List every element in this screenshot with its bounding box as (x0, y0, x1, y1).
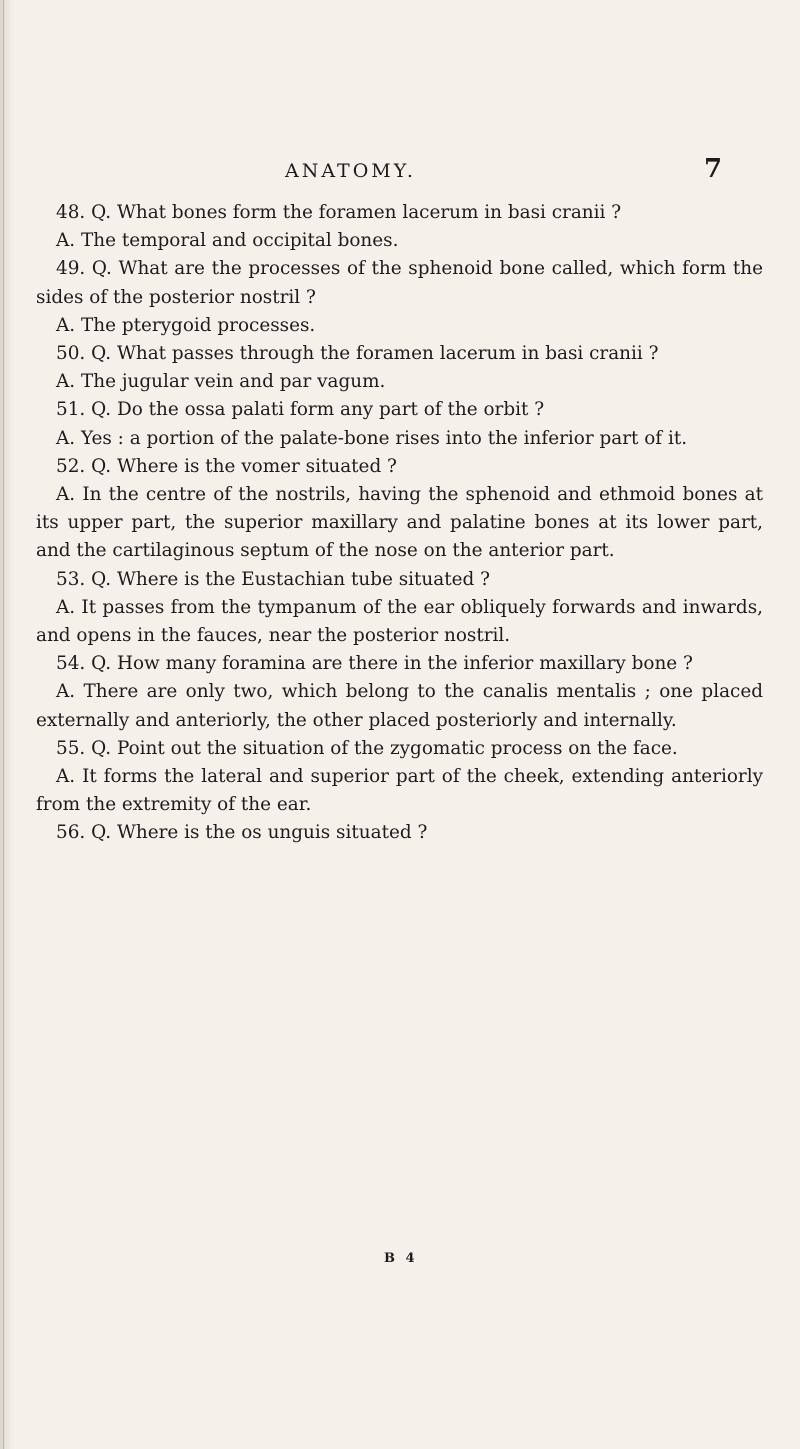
question-48: 48. Q. What bones form the foramen lacerum in basi cranii ? (56, 202, 622, 223)
question-49: 49. Q. What are the processes of the sphenoid bone called, which form the sides of the posterior nostril ? (36, 258, 763, 308)
answer-52: A. In the centre of the nostrils, having the sphenoid and ethmoid bones at its upper part, the superior maxillary and palatine bones at its lower part, and the cartilaginous septum of the nose on the anterior part. (36, 484, 763, 562)
answer-51: A. Yes : a portion of the palate-bone rises into the inferior part of it. (56, 427, 688, 449)
question-50: 50. Q. What passes through the foramen lacerum in basi cranii ? (56, 343, 659, 365)
running-title: ANATOMY. (285, 160, 416, 182)
page-number: 7 (704, 154, 723, 184)
answer-50: A. The jugular vein and par vagum. (56, 371, 386, 393)
body-text (36, 199, 763, 848)
answer-49: A. The pterygoid processes. (56, 314, 316, 336)
answer-53: A. It passes from the tympanum of the ear obliquely forwards and inwards, and opens in the fauces, near the posterior nostril. (36, 596, 763, 647)
question-51: 51. Q. Do the ossa palati form any part of the orbit ? (56, 399, 545, 421)
answer-55: A. It forms the lateral and superior part of the cheek, extending anteriorly from the extremity of the ear. (36, 766, 763, 816)
question-56: 56. Q. Where is the os unguis situated ? (56, 822, 428, 844)
page-header (0, 156, 800, 186)
answer-54: A. There are only two, which belong to the canalis mentalis ; one placed externally and anteriorly, the other placed posteriorly and internally. (36, 681, 763, 731)
page-binding-edge (0, 0, 14, 1449)
printer-signature-mark: B 4 (384, 1251, 418, 1266)
question-55: 55. Q. Point out the situation of the zygomatic process on the face. (56, 737, 678, 759)
answer-48: A. The temporal and occipital bones. (56, 230, 399, 252)
question-54: 54. Q. How many foramina are there in the inferior maxillary bone ? (56, 653, 693, 675)
question-53: 53. Q. Where is the Eustachian tube situated ? (56, 568, 490, 590)
question-52: 52. Q. Where is the vomer situated ? (56, 455, 397, 477)
